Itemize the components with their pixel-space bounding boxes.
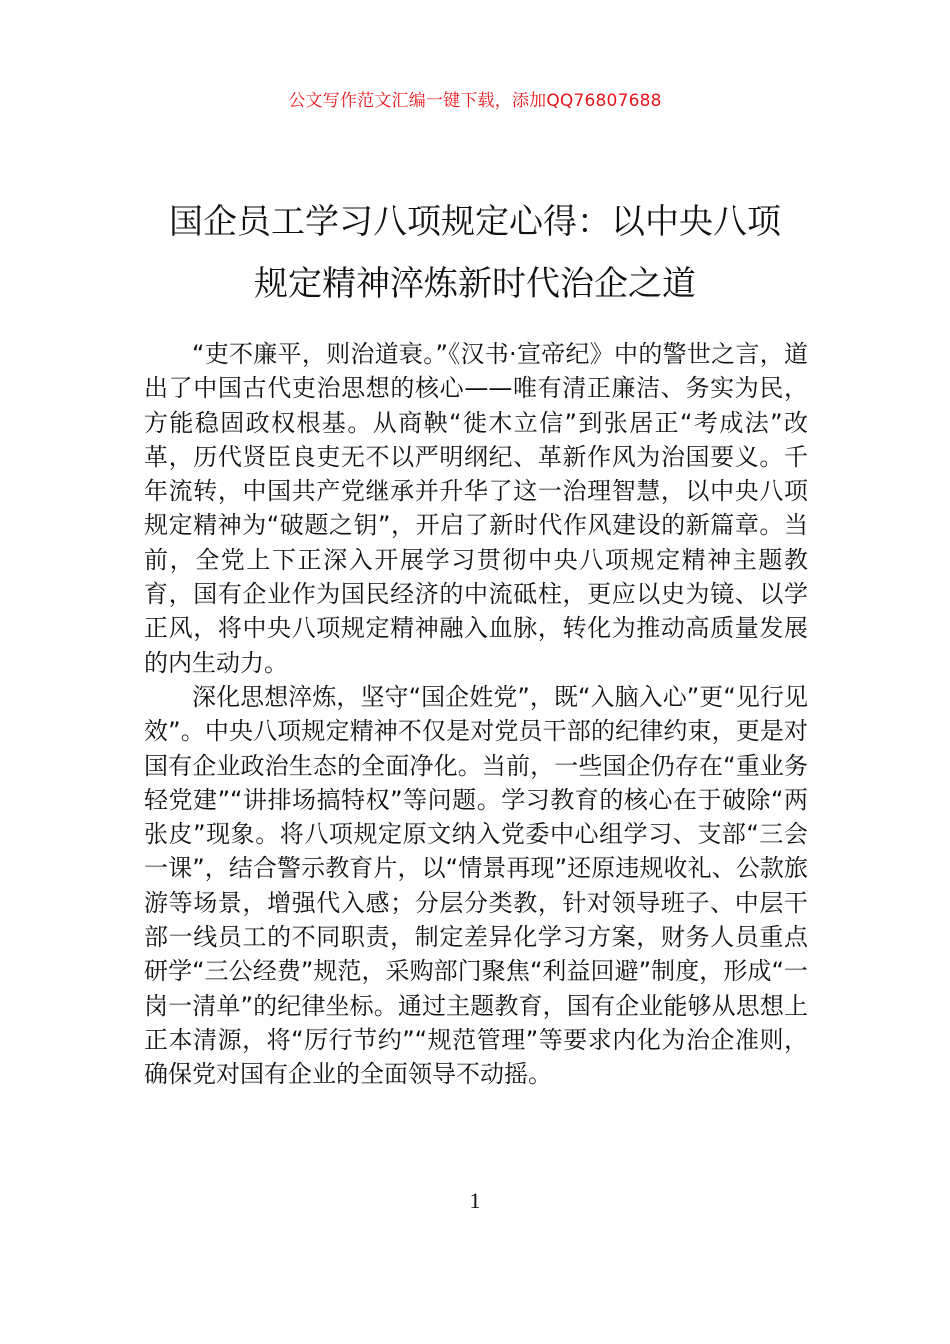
- document-title: [130, 191, 820, 315]
- title-line-1: 国企员工学习八项规定心得：以中央八项: [169, 201, 781, 242]
- download-promo-note: 公文写作范文汇编一键下载，添加QQ76807688: [288, 91, 662, 111]
- document-body: [144, 337, 808, 1092]
- body-paragraph: “吏不廉平，则治道衰。”《汉书·宣帝纪》中的警世之言，道出了中国古代吏治思想的核心——唯有清正廉洁、务实为民，方能稳固政权根基。从商鞅“徙木立信”到张居正“考成法”改革，历代贤臣良吏无不以严明纲纪、革新作风为治国要义。千年流转，中国共产党继承并升华了这一治理智慧，以中央八项规定精神为“破题之钥”，开启了新时代作风建设的新篇章。当前，全党上下正深入开展学习贯彻中央八项规定精神主题教育，国有企业作为国民经济的中流砥柱，更应以史为镜、以学正风，将中央八项规定精神融入血脉，转化为推动高质量发展的内生动力。: [144, 340, 808, 677]
- title-line-2: 规定精神淬炼新时代治企之道: [254, 263, 696, 304]
- page-number: 1: [469, 1188, 481, 1213]
- body-paragraph: 深化思想淬炼，坚守“国企姓党”，既“入脑入心”更“见行见效”。中央八项规定精神不仅是对党员干部的纪律约束，更是对国有企业政治生态的全面净化。当前，一些国企仍存在“重业务轻党建”“讲排场搞特权”等问题。学习教育的核心在于破除“两张皮”现象。将八项规定原文纳入党委中心组学习、支部“三会一课”，结合警示教育片，以“情景再现”还原违规收礼、公款旅游等场景，增强代入感；分层分类教，针对领导班子、中层干部一线员工的不同职责，制定差异化学习方案，财务人员重点研学“三公经费”规范，采购部门聚焦“利益回避”制度，形成“一岗一清单”的纪律坐标。通过主题教育，国有企业能够从思想上正本清源，将“厉行节约”“规范管理”等要求内化为治企准则，确保党对国有企业的全面领导不动摇。: [144, 682, 808, 1089]
